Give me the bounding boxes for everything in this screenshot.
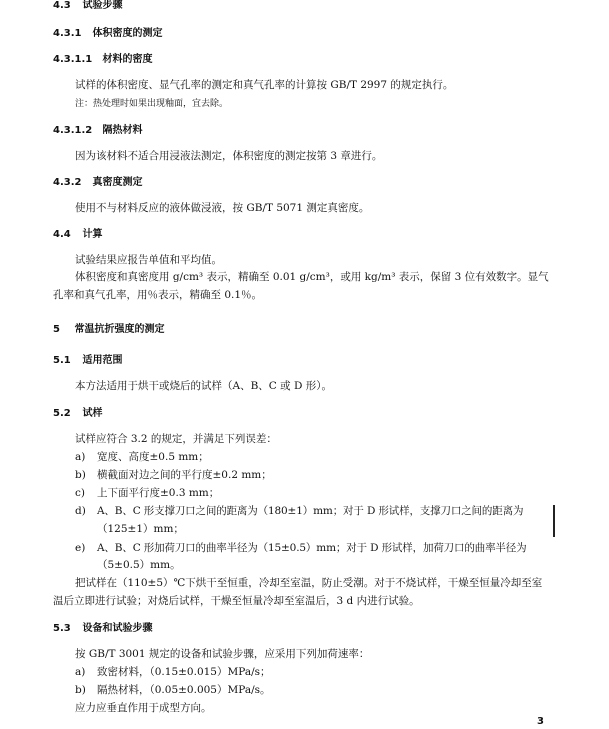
list-text: 上下面平行度±0.3 mm；: [97, 487, 220, 499]
section-title: 试样: [82, 408, 103, 419]
list-item: [75, 469, 272, 482]
list-item: [75, 684, 271, 697]
section-number: 5.2: [53, 408, 71, 419]
list-item: [75, 451, 209, 464]
paragraph: 试样应符合 3.2 的规定，并满足下列误差：: [75, 433, 277, 445]
heading-4-4: [53, 228, 102, 241]
section-title: 真密度测定: [92, 177, 143, 188]
list-label: a): [75, 666, 86, 678]
paragraph: 孔率和真气孔率，用％表示，精确至 0.1％。: [53, 289, 263, 301]
list-label: a): [75, 451, 86, 463]
note: 注：热处理时如果出现釉面，宜去除。: [75, 99, 229, 109]
revision-bar: [553, 505, 555, 537]
section-number: 5.3: [53, 623, 71, 634]
list-label: e): [75, 542, 86, 554]
paragraph: 试验结果应报告单值和平均值。: [75, 254, 222, 266]
heading-4-3-1-2: [53, 124, 142, 137]
page-number: 3: [537, 716, 544, 727]
list-text: 横截面对边之间的平行度±0.2 mm；: [97, 469, 272, 481]
list-label: b): [75, 684, 86, 696]
section-title: 材料的密度: [102, 54, 153, 65]
list-item: [75, 542, 526, 555]
heading-4-3-1-1: [53, 53, 152, 66]
heading-4-3: [53, 0, 122, 12]
list-label: c): [75, 487, 85, 499]
list-label: b): [75, 469, 86, 481]
list-item: [75, 505, 523, 518]
section-number: 4.3.2: [53, 177, 82, 188]
list-text: A、B、C 形加荷刀口的曲率半径为（15±0.5）mm；对于 D 形试样，加荷刀口的曲率半径为: [97, 542, 527, 554]
section-number: 5: [53, 324, 60, 335]
heading-5-3: [53, 622, 152, 635]
section-number: 4.4: [53, 229, 71, 240]
section-number: 4.3.1: [53, 28, 82, 39]
list-item: [75, 666, 271, 679]
section-title: 计算: [82, 229, 103, 240]
heading-5-2: [53, 407, 102, 420]
list-text: 隔热材料，（0.05±0.005）MPa/s。: [97, 684, 271, 696]
paragraph: 应力应垂直作用于成型方向。: [75, 702, 212, 714]
heading-5: [53, 323, 164, 336]
paragraph: 体积密度和真密度用 g/cm³ 表示，精确至 0.01 g/cm³，或用 kg/m³ 表示，保留 3 位有效数字。显气: [75, 271, 549, 283]
heading-4-3-2: [53, 176, 142, 189]
section-title: 隔热材料: [102, 125, 143, 136]
section-title: 体积密度的测定: [92, 28, 163, 39]
list-item-continuation: （5±0.5）mm。: [97, 559, 181, 571]
list-text: 致密材料，（0.15±0.015）MPa/s；: [97, 666, 271, 678]
list-item-continuation: （125±1）mm；: [97, 523, 184, 535]
paragraph: 温后立即进行试验；对烧后试样，干燥至恒量冷却至室温后，3 d 内进行试验。: [53, 595, 420, 607]
heading-4-3-1: [53, 27, 162, 40]
section-number: 4.3: [53, 0, 71, 11]
section-title: 试验步骤: [82, 0, 123, 11]
heading-5-1: [53, 354, 122, 367]
paragraph: 把试样在（110±5）℃下烘干至恒重，冷却至室温，防止受潮。对于不烧试样，干燥至恒量冷却至室: [75, 577, 543, 589]
paragraph: 使用不与材料反应的液体做浸液，按 GB/T 5071 测定真密度。: [75, 202, 370, 214]
list-label: d): [75, 505, 86, 517]
list-item: [75, 487, 219, 500]
paragraph: 试样的体积密度、显气孔率的测定和真气孔率的计算按 GB/T 2997 的规定执行。: [75, 79, 454, 91]
list-text: 宽度、高度±0.5 mm；: [97, 451, 209, 463]
section-title: 设备和试验步骤: [82, 623, 153, 634]
section-number: 4.3.1.1: [53, 54, 93, 65]
list-text: A、B、C 形支撑刀口之间的距离为（180±1）mm；对于 D 形试样，支撑刀口之间的距离为: [97, 505, 524, 517]
section-title: 常温抗折强度的测定: [74, 324, 165, 335]
paragraph: 因为该材料不适合用浸液法测定，体积密度的测定按第 3 章进行。: [75, 150, 383, 162]
paragraph: 本方法适用于烘干或烧后的试样（A、B、C 或 D 形）。: [75, 380, 333, 392]
paragraph: 按 GB/T 3001 规定的设备和试验步骤，应采用下列加荷速率：: [75, 648, 370, 660]
section-number: 4.3.1.2: [53, 125, 93, 136]
section-number: 5.1: [53, 355, 71, 366]
section-title: 适用范围: [82, 355, 123, 366]
